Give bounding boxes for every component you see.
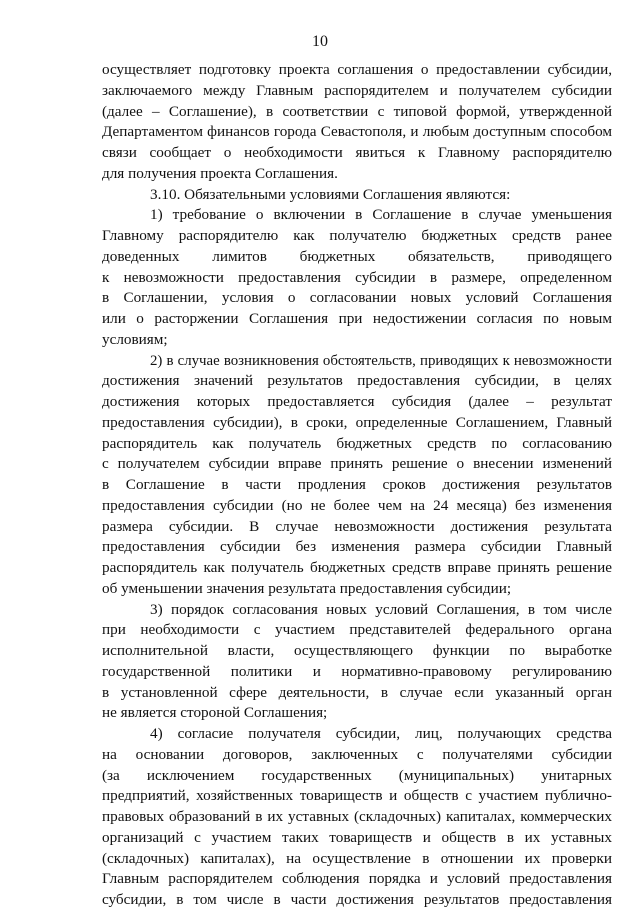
text-line: исполнительной власти, осуществляющего функции по выработке [102,642,612,659]
text-line: субсидии, в том числе в части достижения результатов предоставления [102,891,612,908]
text-line: 3) порядок согласования новых условий Соглашения, в том числе [150,600,612,618]
text-line: Департаментом финансов города Севастополя, и любым доступным способом [102,123,612,141]
text-line: предоставления субсидии без изменения размера субсидии Главный [102,538,612,556]
text-line: связи сообщает о необходимости явиться к Главному распорядителю [102,144,612,161]
text-line: организаций с участием таких товариществ и обществ в их уставных [102,828,612,846]
text-line: предоставления субсидии (но не более чем на 24 месяца) без изменения [102,496,612,514]
text-line: условиям; [102,330,168,348]
text-line: при необходимости с участием представителей федерального органа [102,621,612,639]
text-line: (складочных) капиталах), на осуществление в отношении их проверки [102,849,612,867]
text-line: доведенных лимитов бюджетных обязательств, приводящего [102,247,612,265]
text-line: распорядитель как получатель бюджетных средств по согласованию [102,434,612,452]
text-line: в установленной сфере деятельности, в случае если указанный орган [102,683,612,701]
text-line: предприятий, хозяйственных товариществ и обществ с участием публично- [102,787,612,805]
text-line: 3.10. Обязательными условиями Соглашения являются: [150,185,511,203]
text-line: в Соглашение в части продления сроков достижения результатов [102,476,612,493]
text-line: с получателем субсидии вправе принять решение о внесении изменений [102,455,612,473]
text-line: предоставления субсидии), в сроки, определенные Соглашением, Главный [102,413,612,431]
text-line: 4) согласие получателя субсидии, лиц, получающих средства [150,725,612,742]
text-line: 1) требование о включении в Соглашение в случае уменьшения [150,206,612,224]
text-line: размера субсидии. В случае невозможности достижения результата [102,517,612,535]
text-line: государственной политики и нормативно-правовому регулированию [102,662,612,680]
text-line: заключаемого между Главным распорядителем и получателем субсидии [102,81,612,99]
text-line: достижения которых предоставляется субсидия (далее – результат [102,393,612,410]
text-line: в Соглашении, условия о согласовании новых условий Соглашения [102,289,612,307]
text-line: достижения значений результатов предоставления субсидии, в целях [102,372,612,390]
text-line: или о расторжении Соглашения при недостижении согласия по новым [102,310,612,327]
text-line: к невозможности предоставления субсидии в размере, определенном [102,268,612,286]
text-line: не является стороной Соглашения; [102,704,328,722]
document-body [102,60,612,911]
text-line: об уменьшении значения результата предоставления субсидии; [102,579,512,597]
page-number: 10 [312,33,328,50]
text-line: распорядитель как получатель бюджетных средств вправе принять решение [102,559,612,576]
text-line: на основании договоров, заключенных с получателями субсидии [102,745,612,763]
text-line: для получения проекта Соглашения. [102,164,338,182]
text-line: осуществляет подготовку проекта соглашения о предоставлении субсидии, [102,61,612,78]
text-line: правовых образований в их уставных (складочных) капиталах, коммерческих [102,808,612,825]
text-line: 2) в случае возникновения обстоятельств, приводящих к невозможности [150,352,612,369]
text-line: Главному распорядителю как получателю бюджетных средств ранее [102,227,612,244]
text-line: (за исключением государственных (муниципальных) унитарных [102,766,612,784]
text-line: Главным распорядителем соблюдения порядка и условий предоставления [102,870,612,888]
text-line: (далее – Соглашение), в соответствии с типовой формой, утвержденной [102,102,612,120]
